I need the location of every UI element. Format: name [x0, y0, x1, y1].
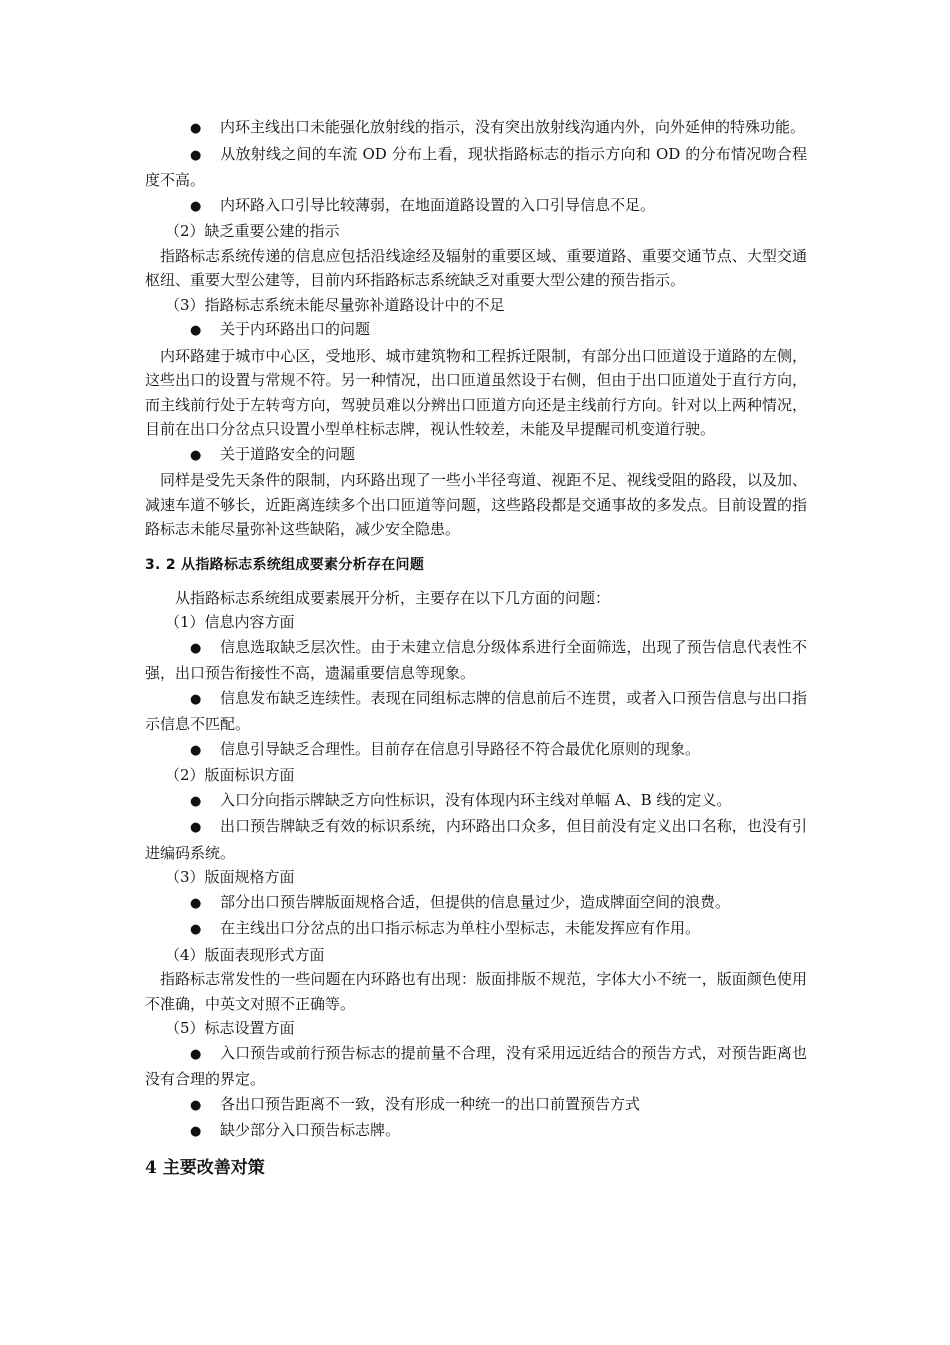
sub-heading: （5）标志设置方面: [165, 1019, 295, 1037]
bullet-item: [145, 1092, 807, 1119]
bullet-icon: ●: [190, 691, 202, 707]
bullet-item: [145, 686, 807, 737]
bullet-text: 入口预告或前行预告标志的提前量不合理，没有采用远近结合的预告方式，对预告距离也没有合理的界定。: [145, 1043, 807, 1088]
sub-heading: （2）缺乏重要公建的指示: [165, 222, 340, 240]
bullet-text: 缺少部分入口预告标志牌。: [220, 1121, 401, 1139]
paragraph: 内环路建于城市中心区，受地形、城市建筑物和工程拆迁限制，有部分出口匝道设于道路的左侧，这些出口的设置与常规不符。另一种情况，出口匝道虽然设于右侧，但由于出口匝道处于直行方向，而主线前行处于左转弯方向，驾驶员难以分辨出口匝道方向还是主线前行方向。针对以上两种情况，目前在出口分岔点只设置小型单柱标志牌，视认性较差，未能及早提醒司机变道行驶。: [145, 346, 807, 438]
bullet-item: [145, 442, 807, 469]
bullet-text: 信息选取缺乏层次性。由于未建立信息分级体系进行全面筛选，出现了预告信息代表性不强，出口预告衔接性不高，遗漏重要信息等现象。: [145, 637, 807, 682]
bullet-item: [145, 193, 807, 220]
bullet-item: [145, 115, 807, 142]
bullet-text: 入口分向指示牌缺乏方向性标识，没有体现内环主线对单幅 A、B 线的定义。: [220, 790, 732, 809]
bullet-item: [145, 890, 807, 917]
bullet-icon: ●: [190, 793, 202, 809]
bullet-icon: ●: [190, 820, 202, 835]
bullet-item: [145, 635, 807, 686]
bullet-text: 信息发布缺乏连续性。表现在同组标志牌的信息前后不连贯，或者入口预告信息与出口指示信息不匹配。: [145, 688, 807, 733]
bullet-icon: ●: [190, 147, 202, 163]
sub-heading: （3）指路标志系统未能尽量弥补道路设计中的不足: [165, 295, 505, 314]
paragraph: 同样是受先天条件的限制，内环路出现了一些小半径弯道、视距不足、视线受阻的路段，以及加、减速车道不够长，近距离连续多个出口匝道等问题，这些路段都是交通事故的多发点。目前设置的指路标志未能尽量弥补这些缺陷，减少安全隐患。: [145, 471, 807, 538]
bullet-text: 关于内环路出口的问题: [220, 320, 371, 338]
paragraph: 指路标志常发性的一些问题在内环路也有出现：版面排版不规范，字体大小不统一，版面颜色使用不准确，中英文对照不正确等。: [145, 970, 807, 1013]
document-body: [145, 115, 807, 1181]
bullet-icon: ●: [190, 323, 202, 338]
bullet-text: 各出口预告距离不一致，没有形成一种统一的出口前置预告方式: [220, 1094, 641, 1113]
bullet-item: [145, 1041, 807, 1092]
bullet-text: 信息引导缺乏合理性。目前存在信息引导路径不符合最优化原则的现象。: [220, 739, 701, 758]
sub-heading: （2）版面标识方面: [165, 766, 295, 784]
bullet-text: 内环路入口引导比较薄弱，在地面道路设置的入口引导信息不足。: [220, 195, 656, 214]
bullet-item: [145, 916, 807, 943]
bullet-text: 关于道路安全的问题: [220, 444, 356, 463]
bullet-icon: ●: [190, 742, 202, 758]
bullet-text: 在主线出口分岔点的出口指示标志为单柱小型标志，未能发挥应有作用。: [220, 919, 701, 937]
bullet-icon: ●: [190, 895, 202, 911]
bullet-icon: ●: [190, 447, 202, 463]
paragraph: 从指路标志系统组成要素展开分析，主要存在以下几方面的问题：: [175, 588, 611, 607]
bullet-icon: ●: [190, 198, 202, 214]
sub-heading: （1）信息内容方面: [165, 613, 295, 631]
bullet-icon: ●: [190, 640, 202, 656]
bullet-text: 从放射线之间的车流 OD 分布上看，现状指路标志的指示方向和 OD 的分布情况吻合程度不高。: [145, 144, 807, 189]
bullet-icon: ●: [190, 121, 202, 136]
paragraph: 指路标志系统传递的信息应包括沿线途经及辐射的重要区域、重要道路、重要交通节点、大型交通枢纽、重要大型公建等，目前内环指路标志系统缺乏对重要大型公建的预告指示。: [145, 246, 807, 289]
bullet-item: [145, 317, 807, 344]
chapter-heading: 4 主要改善对策: [145, 1157, 265, 1178]
bullet-item: [145, 142, 807, 193]
section-heading: 3. 2 从指路标志系统组成要素分析存在问题: [145, 556, 425, 573]
bullet-text: 内环主线出口未能强化放射线的指示，没有突出放射线沟通内外，向外延伸的特殊功能。: [220, 118, 806, 136]
bullet-icon: ●: [190, 1124, 202, 1139]
bullet-text: 出口预告牌缺乏有效的标识系统，内环路出口众多，但目前没有定义出口名称，也没有引进编码系统。: [145, 817, 807, 862]
bullet-item: [145, 737, 807, 764]
sub-heading: （3）版面规格方面: [165, 868, 295, 886]
sub-heading: （4）版面表现形式方面: [165, 945, 325, 964]
bullet-text: 部分出口预告牌版面规格合适，但提供的信息量过少，造成牌面空间的浪费。: [220, 892, 731, 911]
bullet-item: [145, 814, 807, 865]
bullet-item: [145, 788, 807, 815]
bullet-item: [145, 1118, 807, 1145]
bullet-icon: ●: [190, 1046, 202, 1062]
bullet-icon: ●: [190, 922, 202, 937]
bullet-icon: ●: [190, 1097, 202, 1113]
